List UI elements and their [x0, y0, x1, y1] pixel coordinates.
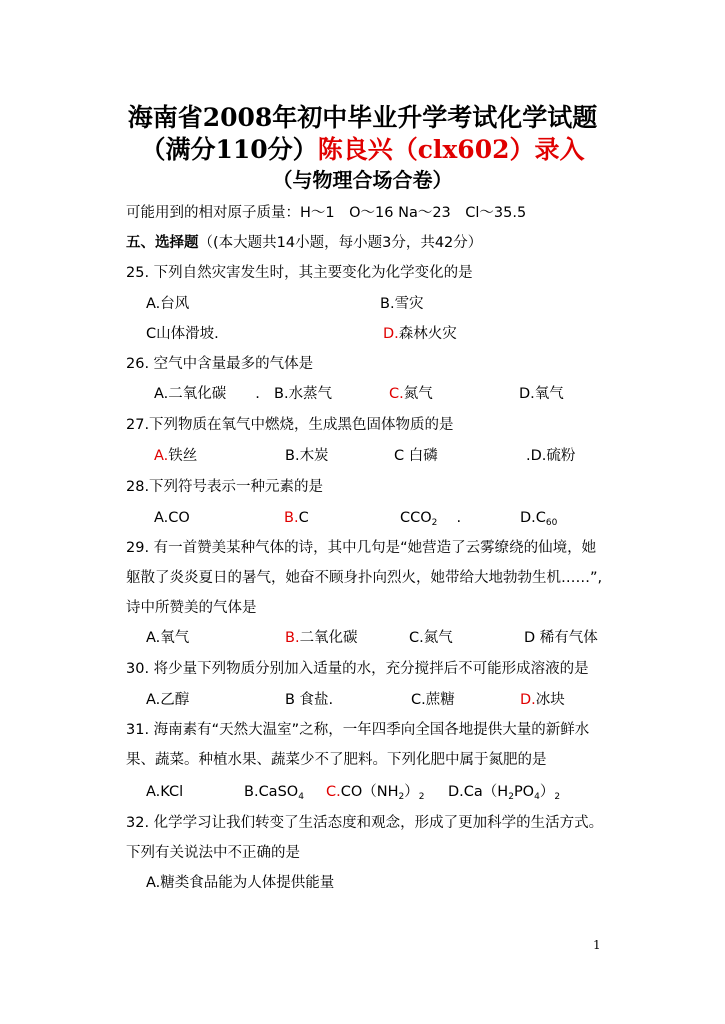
option-text: C	[535, 510, 546, 526]
option-label: B.	[285, 630, 300, 646]
q28-option-c	[400, 508, 461, 533]
question-25-stem: 25. 下列自然灾害发生时，其主要变化为化学变化的是	[126, 265, 473, 281]
option-text: 乙醇	[160, 692, 190, 708]
option-label: A.	[146, 784, 161, 800]
subscript: 2	[554, 792, 561, 802]
option-label: C	[146, 326, 157, 342]
exam-subtitle	[0, 130, 725, 166]
option-text: 二氧化碳	[299, 630, 358, 646]
q29-option-c	[409, 628, 453, 648]
q30-option-a	[146, 690, 189, 710]
option-label: B	[285, 692, 295, 708]
option-label: A.	[154, 386, 169, 402]
q27-option-d	[526, 446, 575, 466]
option-label: C.	[411, 692, 426, 708]
option-text: 水蒸气	[288, 386, 333, 402]
option-text: 木炭	[299, 448, 329, 464]
option-text: CO	[168, 510, 190, 526]
question-31-stem-2: 果、蔬菜。种植水果、蔬菜少不了肥料。下列化肥中属于氮肥的是	[126, 752, 547, 768]
option-mid: PO	[513, 784, 535, 800]
q26-option-a	[154, 384, 260, 404]
q25-option-c	[146, 324, 219, 344]
q28-option-a	[154, 508, 190, 528]
option-label: C.	[326, 784, 341, 800]
option-text: CO（NH	[340, 784, 399, 800]
option-label: B.	[244, 784, 259, 800]
q29-option-d	[524, 628, 598, 648]
option-label: B.	[284, 510, 299, 526]
option-label: D.	[520, 692, 536, 708]
option-text: 二氧化碳 .	[168, 386, 260, 402]
option-label: B.	[285, 448, 300, 464]
option-text: Ca（H	[463, 784, 509, 800]
option-text: 氧气	[534, 386, 564, 402]
option-text: CaSO	[258, 784, 299, 800]
option-text: 铁丝	[168, 448, 198, 464]
page-number: 1	[593, 938, 601, 952]
question-27-stem: 27.下列物质在氧气中燃烧，生成黑色固体物质的是	[126, 417, 454, 433]
subscript: 2	[398, 792, 405, 802]
option-label: A.	[146, 630, 161, 646]
option-label: D.	[520, 510, 536, 526]
option-text: CCO	[400, 510, 432, 526]
option-text: KCl	[160, 784, 184, 800]
subscript: 2	[418, 792, 425, 802]
q25-option-d	[383, 324, 457, 344]
option-label: A.	[146, 296, 161, 312]
subscript: 2	[431, 518, 438, 528]
question-26-stem: 26. 空气中含量最多的气体是	[126, 356, 314, 372]
option-tail: ）	[539, 784, 555, 800]
option-label: D	[524, 630, 536, 646]
q30-option-d	[520, 690, 565, 710]
exam-note: （与物理合场合卷）	[272, 168, 453, 192]
subscript: 4	[298, 792, 304, 802]
q27-option-c	[394, 446, 438, 466]
q26-option-b	[274, 384, 332, 404]
option-label: D.	[383, 326, 399, 342]
section-title: 五、选择题	[126, 235, 199, 251]
option-text: 冰块	[535, 692, 565, 708]
option-text: 白磷	[404, 448, 438, 464]
option-text: 硫粉	[546, 448, 576, 464]
option-text: 雪灾	[394, 296, 424, 312]
option-text: C	[298, 510, 309, 526]
q28-option-b	[284, 508, 309, 528]
q27-option-b	[285, 446, 329, 466]
subscript: 2	[508, 792, 514, 802]
option-label: C	[394, 448, 405, 464]
option-label: A.	[146, 692, 161, 708]
q31-option-a	[146, 782, 183, 802]
option-text: 蔗糖	[425, 692, 455, 708]
q29-option-a	[146, 628, 189, 648]
q30-option-c	[411, 690, 455, 710]
option-label: D.	[448, 784, 464, 800]
question-30-stem: 30. 将少量下列物质分别加入适量的水，充分搅拌后不可能形成溶液的是	[126, 661, 589, 677]
section-note: （(本大题共14小题，每小题3分，共42分）	[198, 235, 483, 251]
option-label: B.	[274, 386, 289, 402]
option-tail: .	[437, 510, 462, 526]
option-text: 糖类食品能为人体提供能量	[160, 875, 335, 891]
q28-option-d	[520, 508, 557, 533]
full-score: （满分110分）	[140, 135, 318, 164]
option-text: 氮气	[403, 386, 433, 402]
question-29-stem-1: 29. 有一首赞美某种气体的诗，其中几句是“她营造了云雾缭绕的仙境，她	[126, 540, 597, 556]
q25-option-b	[380, 294, 424, 314]
question-31-stem-1: 31. 海南素有“天然大温室”之称，一年四季向全国各地提供大量的新鲜水	[126, 722, 590, 738]
option-text: 山体滑坡.	[156, 326, 219, 342]
entry-credit: 陈良兴（clx602）录入	[317, 135, 585, 164]
option-tail: ）	[404, 784, 419, 800]
option-text: 食盐.	[294, 692, 334, 708]
q31-option-b	[244, 782, 304, 807]
option-text: 稀有气体	[535, 630, 598, 646]
q32-option-a	[146, 873, 334, 893]
q30-option-b	[285, 690, 333, 710]
option-label: A.	[154, 510, 169, 526]
option-label: B.	[380, 296, 395, 312]
question-32-stem-2: 下列有关说法中不正确的是	[126, 845, 300, 861]
q25-option-a	[146, 294, 189, 314]
option-text: 森林火灾	[398, 326, 457, 342]
q26-option-c	[389, 384, 433, 404]
option-label: .D.	[526, 448, 547, 464]
option-label: A.	[154, 448, 169, 464]
option-text: 氧气	[160, 630, 190, 646]
atomic-mass-line: 可能用到的相对原子质量：H～1 O～16 Na～23 Cl～35.5	[126, 205, 527, 221]
subscript: 4	[534, 792, 540, 802]
q31-option-c	[326, 782, 425, 807]
option-label: C.	[389, 386, 404, 402]
q27-option-a	[154, 446, 197, 466]
q31-option-d	[448, 782, 560, 807]
option-text: 台风	[160, 296, 190, 312]
question-28-stem: 28.下列符号表示一种元素的是	[126, 479, 324, 495]
subscript: 60	[545, 518, 558, 528]
section-heading	[126, 233, 482, 253]
question-29-stem-2: 躯散了炎炎夏日的暑气，她奋不顾身扑向烈火，她带给大地勃勃生机……”,	[126, 570, 603, 586]
exam-title: 海南省2008年初中毕业升学考试化学试题	[127, 103, 598, 132]
option-label: C.	[409, 630, 424, 646]
question-29-stem-3: 诗中所赞美的气体是	[126, 600, 257, 616]
question-32-stem-1: 32. 化学学习让我们转变了生活态度和观念，形成了更加科学的生活方式。	[126, 815, 604, 831]
option-label: A.	[146, 875, 161, 891]
q26-option-d	[519, 384, 564, 404]
option-label: D.	[519, 386, 535, 402]
option-text: 氮气	[423, 630, 453, 646]
q29-option-b	[285, 628, 358, 648]
